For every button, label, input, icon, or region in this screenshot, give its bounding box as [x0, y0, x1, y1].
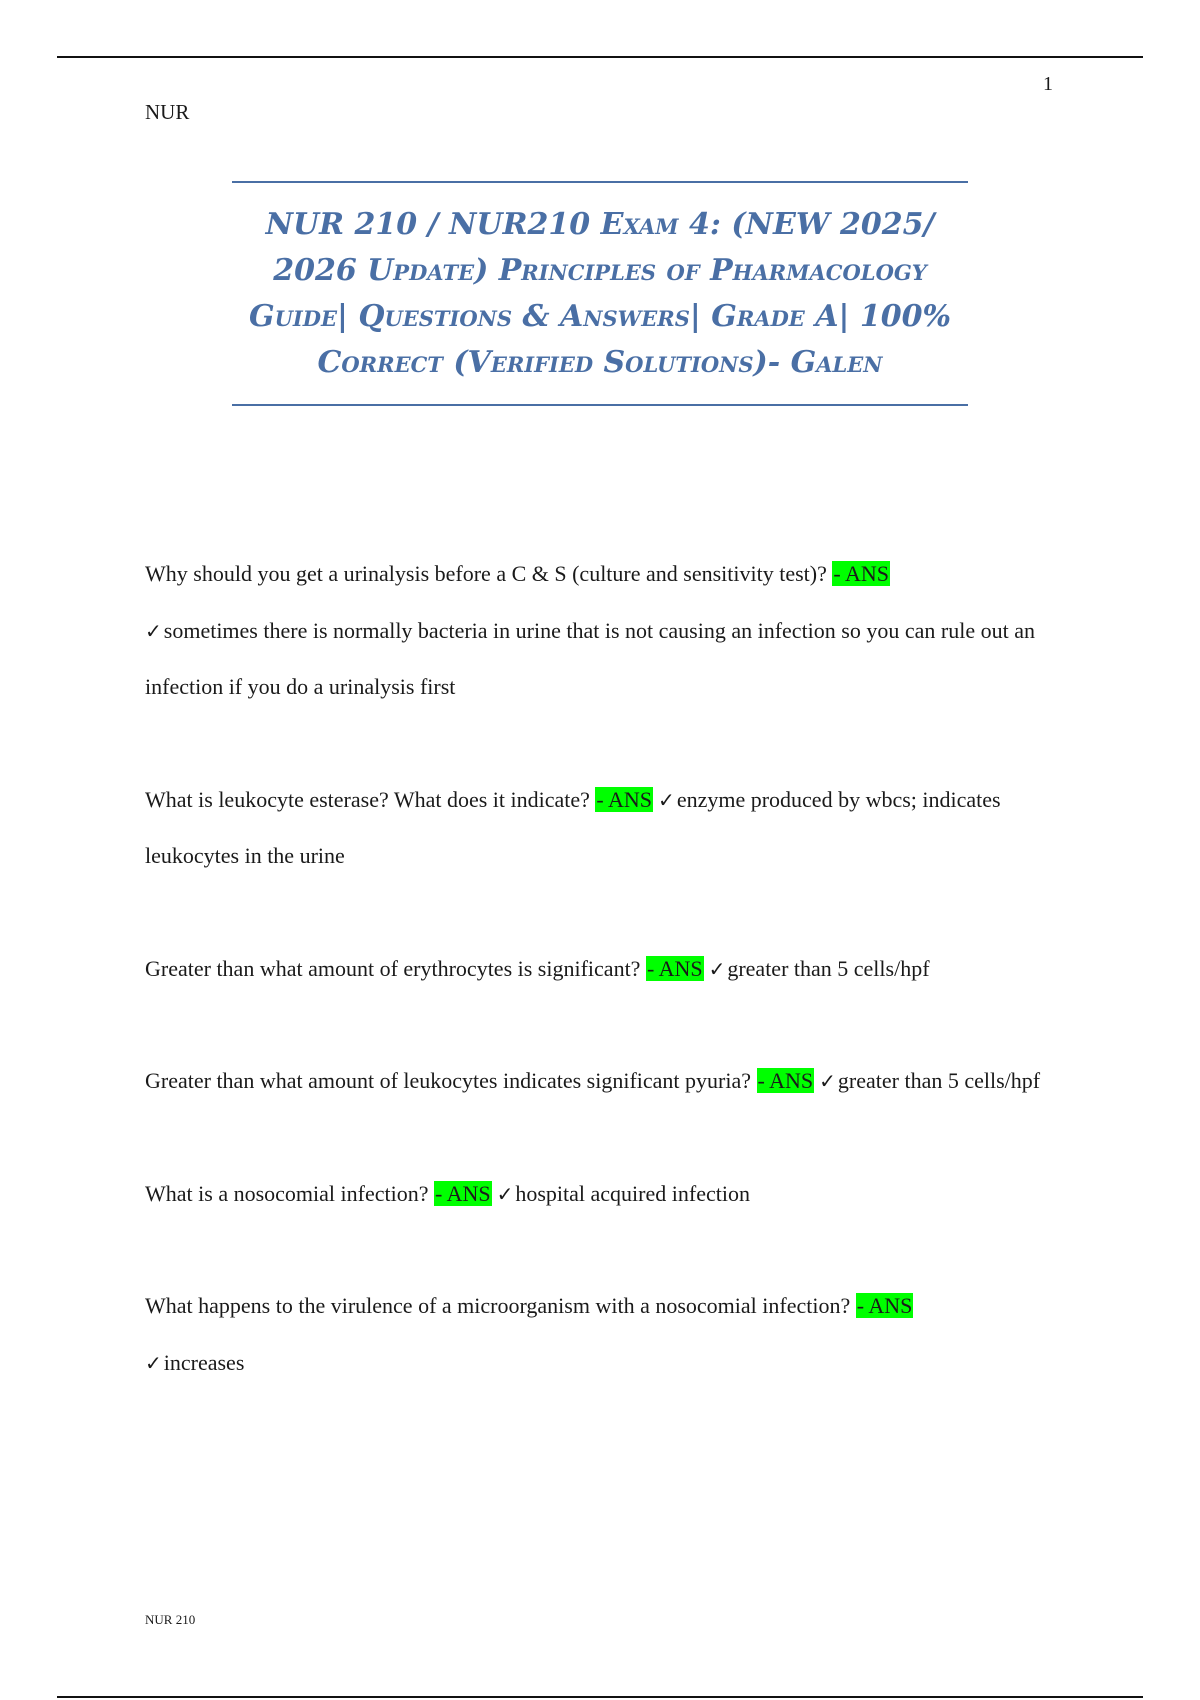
ans-marker: - ANS: [856, 1293, 913, 1318]
ans-marker: - ANS: [646, 955, 703, 981]
question-text: What happens to the virulence of a microorganism with a nosocomial infection?: [145, 1293, 851, 1318]
qa-item: [145, 1278, 1050, 1391]
page-number: 1: [1043, 73, 1053, 95]
checkmark-icon: ✓: [496, 1181, 514, 1206]
answer-text: increases: [163, 1349, 245, 1375]
ans-marker: - ANS: [757, 1068, 814, 1093]
checkmark-icon: ✓: [819, 1069, 836, 1093]
footer-label: NUR 210: [145, 1612, 196, 1627]
question-text: What is a nosocomial infection?: [145, 1180, 429, 1206]
ans-marker: - ANS: [596, 786, 653, 812]
answer-text: enzyme produced by wbcs; indicates leukocytes in the urine: [145, 786, 1001, 868]
checkmark-icon: ✓: [145, 1350, 162, 1375]
bottom-rule: [57, 1696, 1143, 1698]
ans-marker: - ANS: [434, 1180, 491, 1206]
qa-item: [145, 772, 1050, 885]
checkmark-icon: ✓: [145, 618, 162, 643]
question-text: Greater than what amount of leukocytes indicates significant pyuria?: [145, 1068, 752, 1093]
checkmark-icon: ✓: [658, 787, 675, 812]
question-text: Greater than what amount of erythrocytes is significant?: [145, 955, 641, 981]
ans-marker: - ANS: [833, 561, 889, 586]
answer-text: greater than 5 cells/hpf: [727, 955, 930, 981]
question-text: Why should you get a urinalysis before a C & S (culture and sensitivity test)?: [145, 561, 827, 586]
qa-item: [145, 1166, 1050, 1223]
title-block: [232, 181, 968, 406]
header-label: NUR: [145, 100, 190, 124]
answer-text: greater than 5 cells/hpf: [837, 1068, 1041, 1093]
answer-text: sometimes there is normally bacteria in urine that is not causing an infection so you can rule out an infection if you do a urinalysis first: [145, 617, 1035, 699]
qa-item: [145, 1053, 1050, 1110]
checkmark-icon: ✓: [708, 956, 726, 981]
qa-list: [145, 546, 1050, 1447]
top-rule: [57, 56, 1143, 58]
question-text: What is leukocyte esterase? What does it indicate?: [145, 786, 590, 812]
qa-item: [145, 546, 1050, 716]
qa-item: [145, 941, 1050, 998]
document-title: NUR 210 / NUR210 Exam 4: (NEW 2025/ 2026 Update) Principles of Pharmacology Guide| Questions & Answers| Grade A| 100% Correct (Verified Solutions)- Galen: [248, 206, 952, 380]
answer-text: hospital acquired infection: [515, 1180, 750, 1206]
